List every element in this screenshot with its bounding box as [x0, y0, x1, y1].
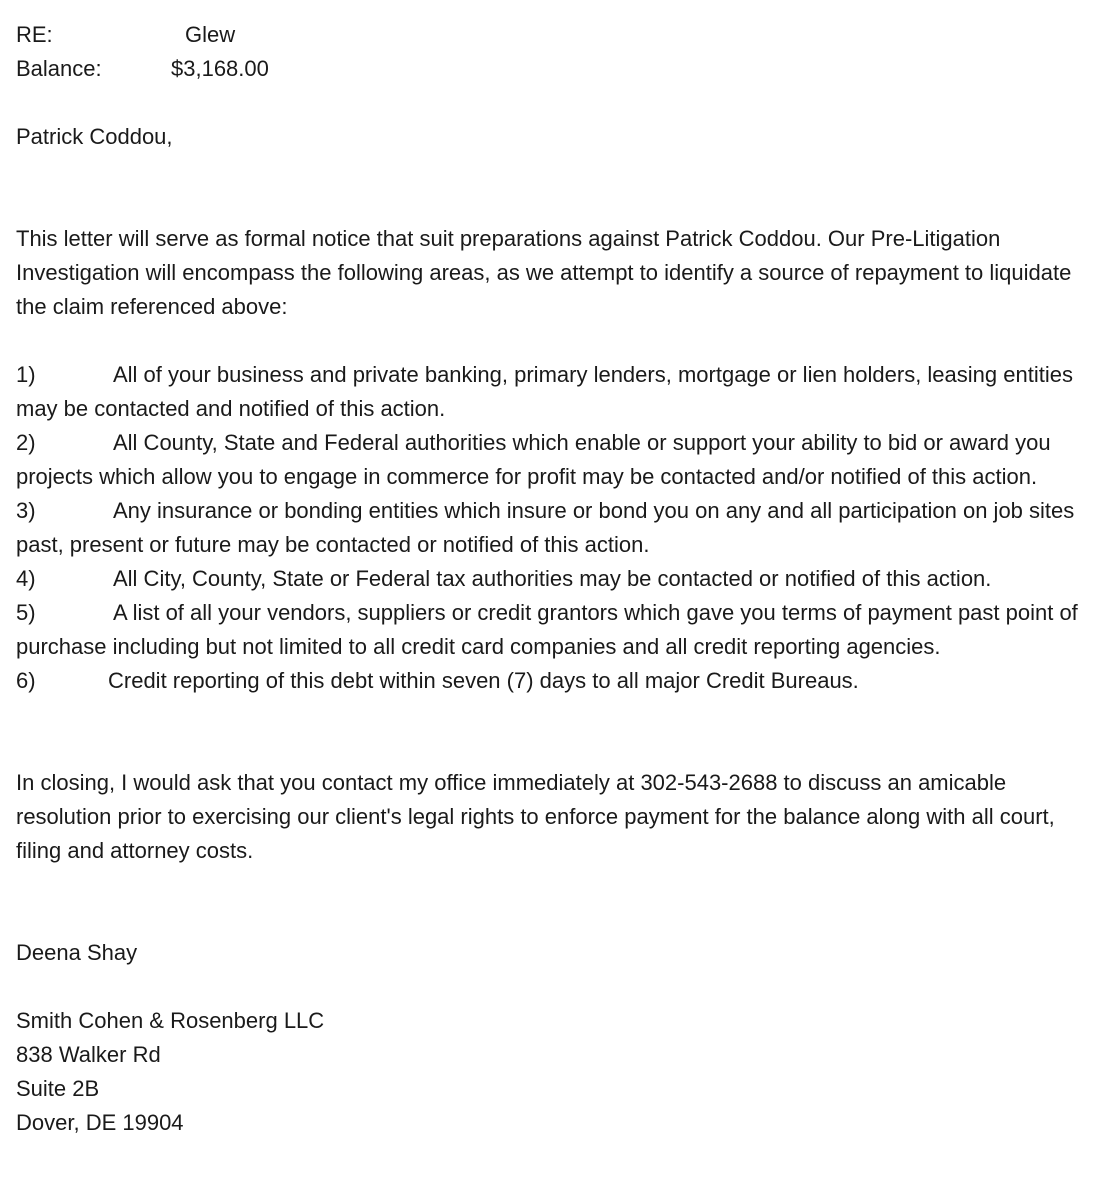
item-number: 6) [16, 668, 36, 693]
firm-block [16, 1004, 1101, 1140]
item-number: 1) [16, 362, 36, 387]
re-value: Glew [185, 22, 236, 47]
signature-name: Deena Shay [16, 940, 138, 965]
closing-paragraph: In closing, I would ask that you contact my office immediately at 302-543-2688 to discuss an amicable resolution prior to exercising our client's legal rights to enforce payment for the balance along with all court, filing and attorney costs. [16, 770, 1055, 863]
re-label: RE: [16, 22, 53, 47]
balance-value: $3,168.00 [171, 56, 269, 81]
firm-name: Smith Cohen & Rosenberg LLC [16, 1008, 325, 1033]
item-text: Credit reporting of this debt within seven (7) days to all major Credit Bureaus. [108, 668, 859, 693]
item-text: All City, County, State or Federal tax authorities may be contacted or notified of this action. [113, 566, 992, 591]
re-line [16, 18, 1101, 52]
intro-paragraph: This letter will serve as formal notice that suit preparations against Patrick Coddou. Our Pre-Litigation Investigation will encompass the following areas, as we attempt to identify a source of repayment to liquidate the claim referenced above: [16, 226, 1072, 319]
item-text: All County, State and Federal authorities which enable or support your ability to bid or award you projects which allow you to engage in commerce for profit may be contacted and/or notified of this action. [16, 430, 1051, 489]
list-item [16, 426, 1101, 494]
list-item [16, 664, 1101, 698]
balance-line [16, 52, 1101, 86]
firm-address-line-1: 838 Walker Rd [16, 1042, 161, 1067]
firm-city-line: Dover, DE 19904 [16, 1110, 184, 1135]
item-number: 5) [16, 600, 36, 625]
salutation: Patrick Coddou, [16, 124, 173, 149]
list-item [16, 494, 1101, 562]
item-text: All of your business and private banking, primary lenders, mortgage or lien holders, leasing entities may be contacted and notified of this action. [16, 362, 1073, 421]
item-number: 2) [16, 430, 36, 455]
list-item [16, 358, 1101, 426]
item-number: 3) [16, 498, 36, 523]
item-text: Any insurance or bonding entities which insure or bond you on any and all participation on job sites past, present or future may be contacted or notified of this action. [16, 498, 1075, 557]
list-item [16, 562, 1101, 596]
item-text: A list of all your vendors, suppliers or credit grantors which gave you terms of payment past point of purchase including but not limited to all credit card companies and all credit reporting agencies. [16, 600, 1078, 659]
item-number: 4) [16, 566, 36, 591]
list-item [16, 596, 1101, 664]
balance-label: Balance: [16, 56, 102, 81]
firm-address-line-2: Suite 2B [16, 1076, 100, 1101]
investigation-list [16, 358, 1101, 698]
